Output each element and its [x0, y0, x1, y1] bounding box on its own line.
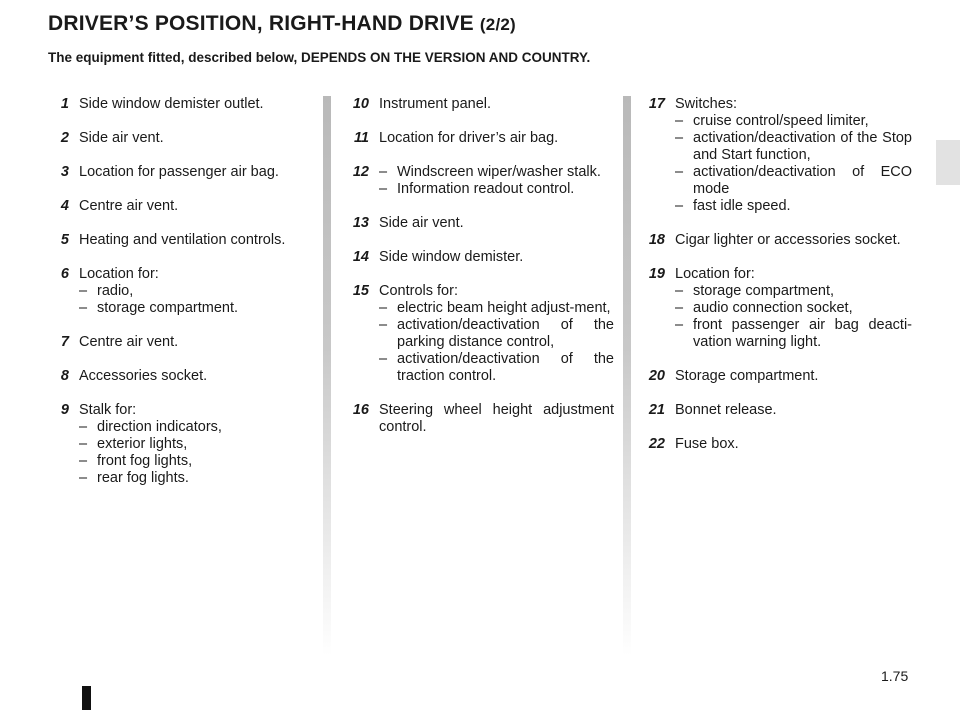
sub-item — [379, 181, 614, 198]
sub-item-text: storage compartment. — [97, 300, 239, 316]
sub-item — [675, 198, 912, 215]
sub-item — [675, 317, 912, 351]
corner-mark — [82, 686, 91, 710]
column-2 — [352, 96, 614, 453]
sub-item-text: front fog lights, — [97, 453, 193, 469]
item-number: 19 — [648, 266, 665, 282]
page-title — [48, 12, 516, 36]
sub-item-text: activation/deactivation of the Stop and Start function, — [693, 130, 912, 163]
list-item — [352, 164, 614, 198]
dash-bullet: – — [79, 436, 88, 452]
dash-bullet: – — [79, 283, 88, 299]
dash-bullet: – — [675, 283, 684, 299]
item-text: Switches: — [675, 96, 738, 112]
item-text: Storage compartment. — [675, 368, 819, 384]
sub-item-text: front passenger air bag deacti-vation warning light. — [693, 317, 912, 350]
dash-bullet: – — [675, 164, 684, 180]
sub-item-text: exterior lights, — [97, 436, 188, 452]
list-item — [352, 215, 614, 232]
sub-item — [379, 317, 614, 351]
column-divider — [323, 96, 331, 656]
sub-item-text: audio connection socket, — [693, 300, 853, 316]
item-number: 21 — [648, 402, 665, 418]
list-item — [648, 96, 912, 215]
sub-item-text: rear fog lights. — [97, 470, 189, 486]
item-text: Controls for: — [379, 283, 458, 299]
sub-item — [379, 164, 614, 181]
dash-bullet: – — [379, 300, 388, 316]
item-text: Location for driver’s air bag. — [379, 130, 559, 146]
column-3 — [648, 96, 912, 470]
column-divider — [623, 96, 631, 656]
item-number: 4 — [60, 198, 69, 214]
sub-item-text: storage compartment, — [693, 283, 835, 299]
list-item — [52, 198, 297, 215]
list-item — [648, 402, 912, 419]
dash-bullet: – — [79, 470, 88, 486]
item-text: Side air vent. — [379, 215, 464, 231]
list-item — [52, 130, 297, 147]
page-subtitle: The equipment fitted, described below, DEPENDS ON THE VERSION AND COUNTRY. — [48, 50, 591, 65]
item-text: Centre air vent. — [79, 334, 179, 350]
item-text: Stalk for: — [79, 402, 137, 418]
list-item — [352, 402, 614, 436]
item-text: Steering wheel height adjustment control. — [379, 402, 614, 435]
sub-item — [79, 470, 297, 487]
item-text: Location for passenger air bag. — [79, 164, 279, 180]
item-number: 11 — [353, 130, 369, 146]
list-item — [52, 266, 297, 317]
dash-bullet: – — [379, 317, 388, 333]
item-text: Location for: — [79, 266, 159, 282]
list-item — [648, 436, 912, 453]
item-number: 20 — [648, 368, 665, 384]
item-text: Side air vent. — [79, 130, 164, 146]
item-number: 18 — [648, 232, 665, 248]
dash-bullet: – — [79, 300, 88, 316]
item-number: 22 — [648, 436, 665, 452]
dash-bullet: – — [675, 300, 684, 316]
sub-item-text: Windscreen wiper/washer stalk. — [397, 164, 601, 180]
item-text: Accessories socket. — [79, 368, 208, 384]
item-text: Instrument panel. — [379, 96, 492, 112]
column-1 — [52, 96, 297, 504]
item-number: 13 — [352, 215, 369, 231]
list-item — [52, 334, 297, 351]
list-item — [352, 130, 614, 147]
page-title-text: DRIVER’S POSITION, RIGHT-HAND DRIVE — [48, 12, 474, 35]
sub-item-text: direction indicators, — [97, 419, 222, 435]
list-item — [52, 368, 297, 385]
item-number: 3 — [60, 164, 69, 180]
item-number: 17 — [648, 96, 665, 112]
list-item — [52, 96, 297, 113]
sub-item-text: radio, — [97, 283, 134, 299]
item-number: 14 — [352, 249, 369, 265]
sub-item — [79, 300, 297, 317]
sub-item — [79, 453, 297, 470]
item-number: 12 — [352, 164, 369, 180]
sub-item — [379, 300, 614, 317]
sub-item — [675, 164, 912, 198]
item-number: 9 — [60, 402, 69, 418]
item-number: 1 — [60, 96, 69, 112]
sub-item-text: fast idle speed. — [693, 198, 791, 214]
list-item — [52, 402, 297, 487]
sub-item — [79, 419, 297, 436]
dash-bullet: – — [675, 317, 684, 333]
dash-bullet: – — [79, 419, 88, 435]
list-item — [352, 96, 614, 113]
section-tab — [936, 140, 960, 185]
sub-item-text: activation/deactivation of the traction control. — [397, 351, 614, 384]
list-item — [352, 249, 614, 266]
sub-item — [675, 130, 912, 164]
list-item — [648, 266, 912, 351]
sub-item — [79, 283, 297, 300]
dash-bullet: – — [379, 181, 388, 197]
item-number: 7 — [60, 334, 69, 350]
item-text: Side window demister. — [379, 249, 524, 265]
item-number: 10 — [352, 96, 369, 112]
page-number: 1.75 — [881, 668, 909, 684]
item-number: 5 — [60, 232, 69, 248]
sub-item-text: activation/deactivation of ECO mode — [693, 164, 912, 197]
sub-item-text: Information readout control. — [397, 181, 575, 197]
item-text: Fuse box. — [675, 436, 739, 452]
item-text: Heating and ventilation controls. — [79, 232, 286, 248]
dash-bullet: – — [675, 130, 684, 146]
sub-item-text: activation/deactivation of the parking distance control, — [397, 317, 614, 350]
item-number: 2 — [60, 130, 69, 146]
item-text: Location for: — [675, 266, 755, 282]
list-item — [52, 232, 297, 249]
item-text: Centre air vent. — [79, 198, 179, 214]
item-text: Cigar lighter or accessories socket. — [675, 232, 901, 248]
dash-bullet: – — [675, 198, 684, 214]
dash-bullet: – — [79, 453, 88, 469]
list-item — [352, 283, 614, 385]
sub-item-text: cruise control/speed limiter, — [693, 113, 869, 129]
item-number: 6 — [60, 266, 69, 282]
sub-item — [675, 283, 912, 300]
item-number: 16 — [352, 402, 369, 418]
sub-item — [675, 113, 912, 130]
sub-item — [675, 300, 912, 317]
sub-item-text: electric beam height adjust-ment, — [397, 300, 611, 316]
list-item — [52, 164, 297, 181]
list-item — [648, 232, 912, 249]
sub-item — [379, 351, 614, 385]
dash-bullet: – — [675, 113, 684, 129]
dash-bullet: – — [379, 164, 388, 180]
item-number: 8 — [60, 368, 69, 384]
page-title-suffix: (2/2) — [479, 15, 516, 34]
dash-bullet: – — [379, 351, 388, 367]
item-number: 15 — [352, 283, 369, 299]
item-text: Side window demister outlet. — [79, 96, 264, 112]
list-item — [648, 368, 912, 385]
sub-item — [79, 436, 297, 453]
item-text: Bonnet release. — [675, 402, 777, 418]
